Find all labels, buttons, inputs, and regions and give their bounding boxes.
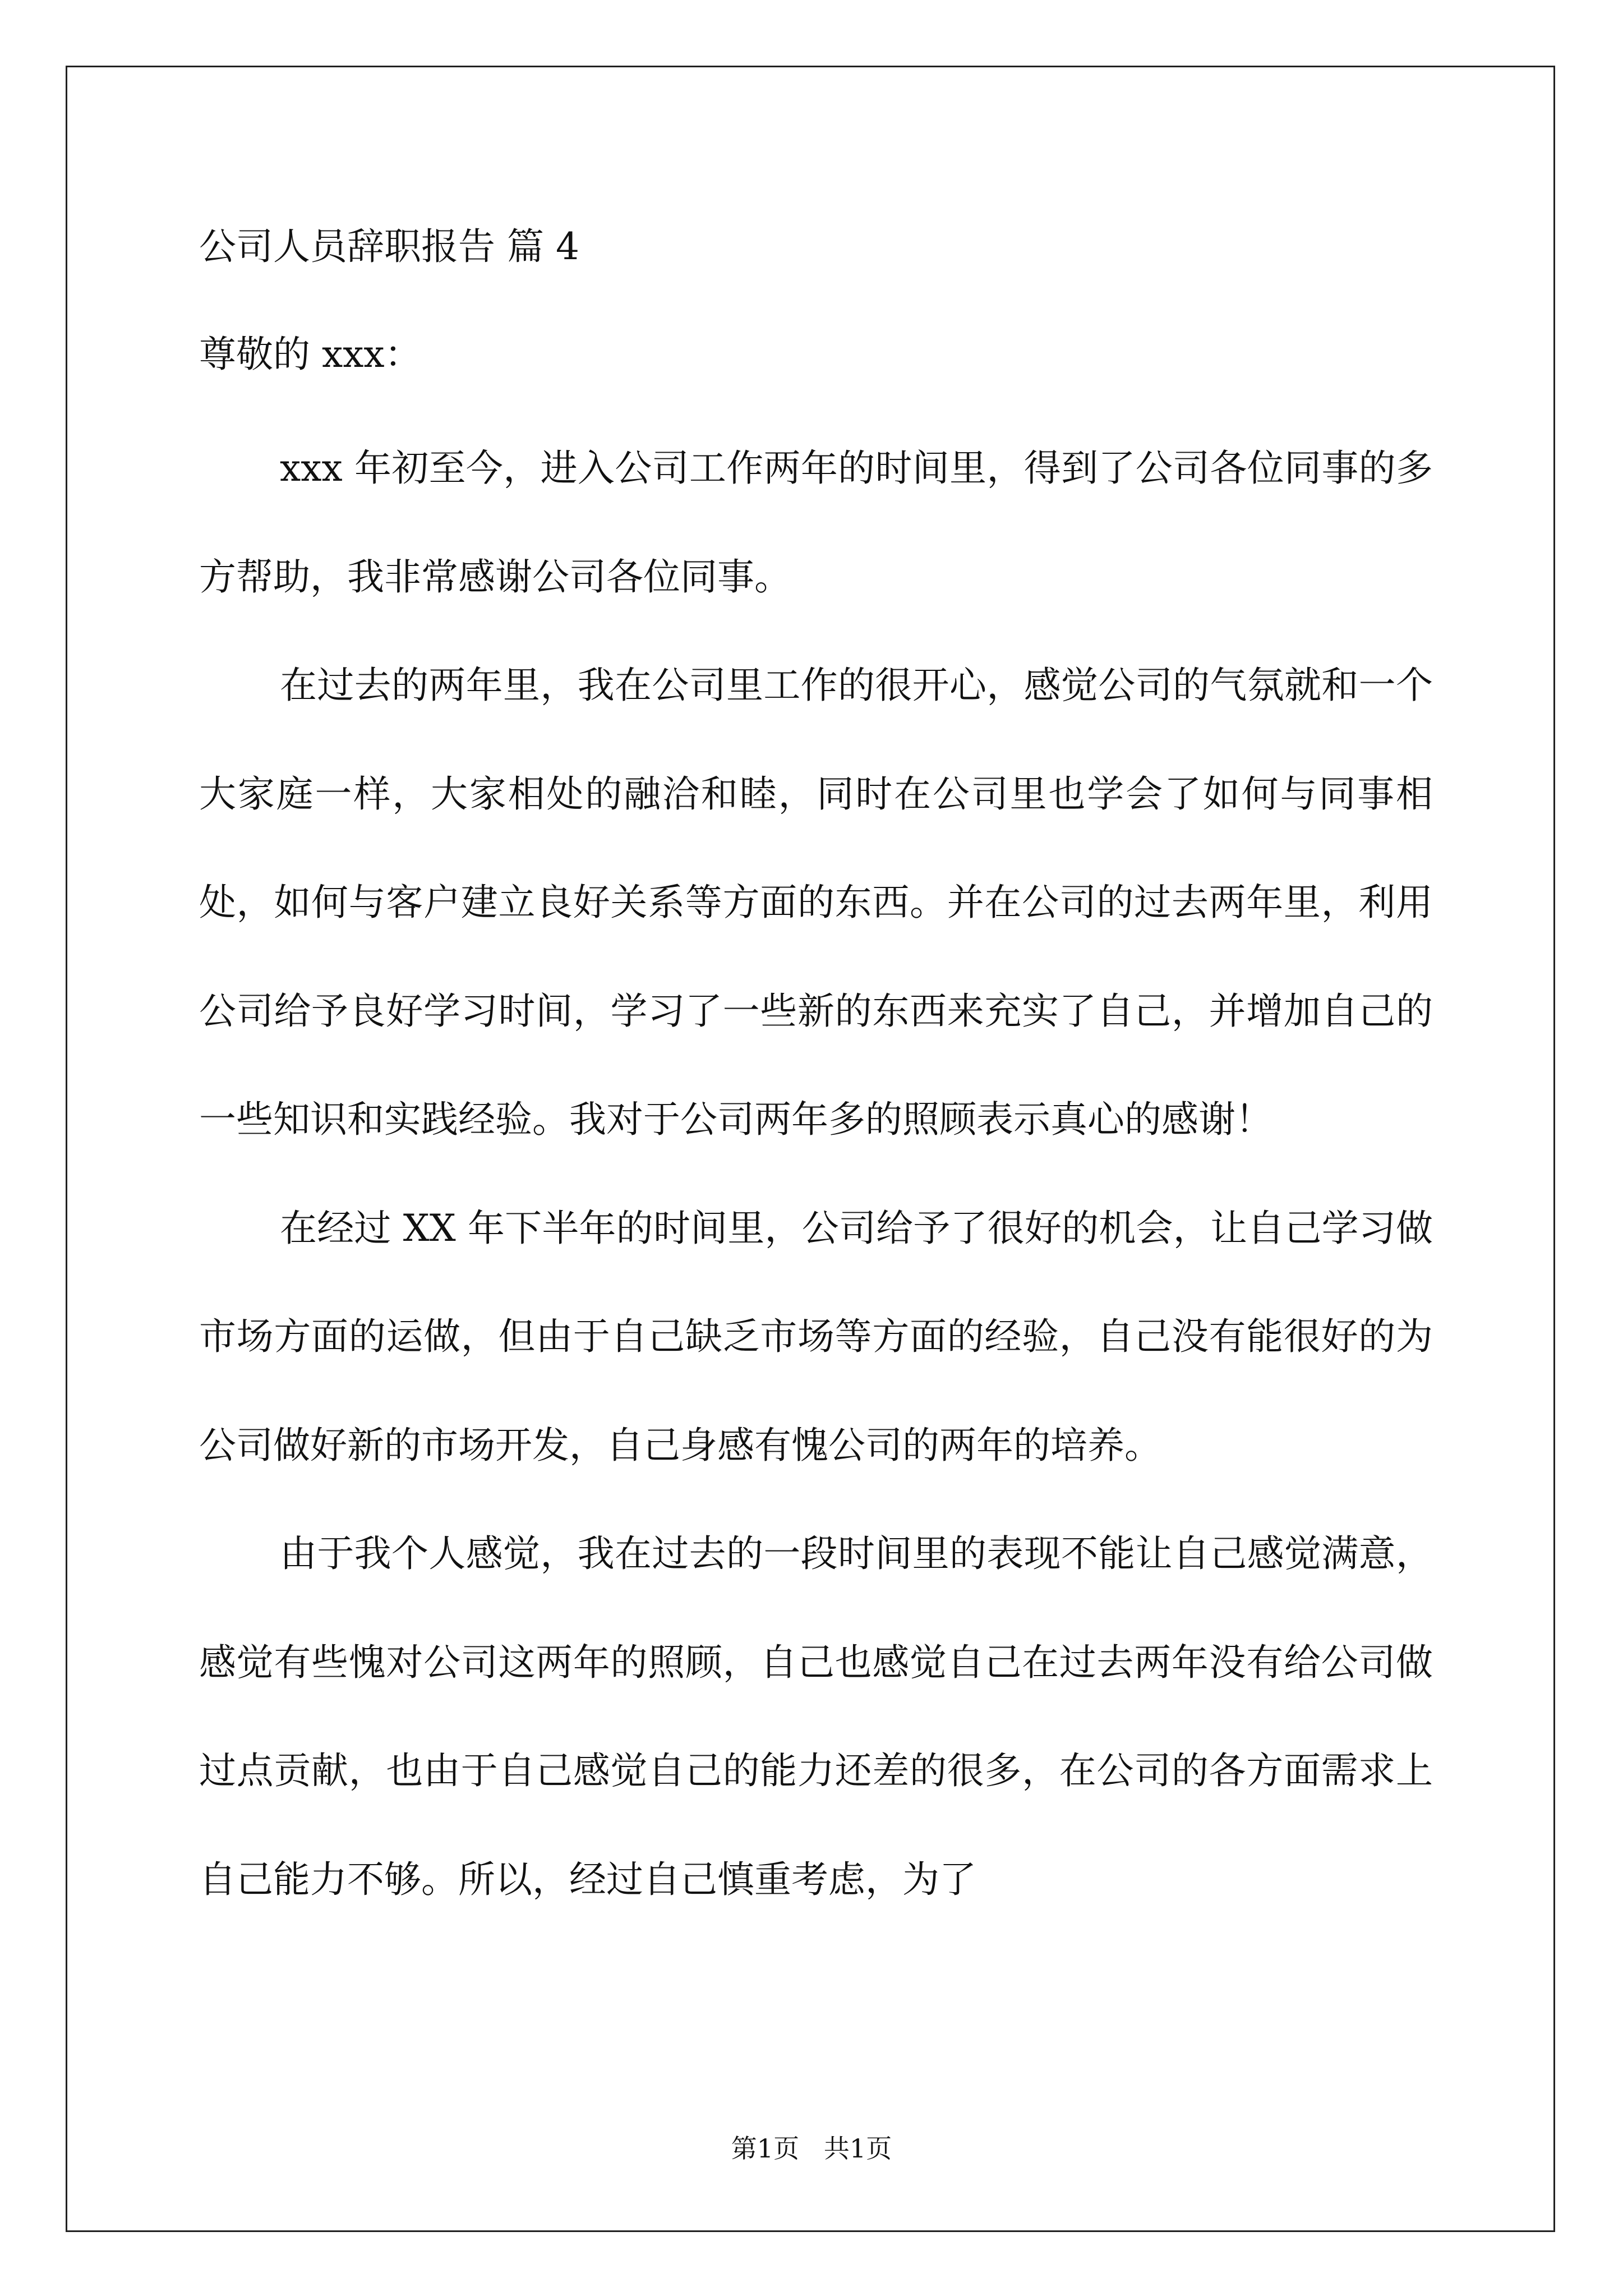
salutation: 尊敬的 xxx： bbox=[199, 333, 422, 376]
document-title: 公司人员辞职报告 篇 4 bbox=[199, 225, 579, 268]
page-footer: 第1页 共1页 bbox=[731, 2133, 892, 2164]
paragraph: xxx 年初至今，进入公司工作两年的时间里，得到了公司各位同事的多方帮助，我非常感谢公司各位同事。 bbox=[199, 447, 1433, 599]
paragraph: 在过去的两年里，我在公司里工作的很开心，感觉公司的气氛就和一个大家庭一样，大家相处的融洽和睦，同时在公司里也学会了如何与同事相处，如何与客户建立良好关系等方面的东西。并在公司的过去两年里，利用公司给予良好学习时间，学习了一些新的东西来充实了自己，并增加自己的一些知识和实践经验。我对于公司两年多的照顾表示真心的感谢！ bbox=[199, 664, 1433, 1141]
paragraph: 在经过 XX 年下半年的时间里，公司给予了很好的机会，让自己学习做市场方面的运做，但由于自己缺乏市场等方面的经验，自己没有能很好的为公司做好新的市场开发，自己身感有愧公司的两年的培养。 bbox=[199, 1206, 1433, 1467]
document-body bbox=[199, 213, 1433, 1934]
paragraph: 由于我个人感觉，我在过去的一段时间里的表现不能让自己感觉满意，感觉有些愧对公司这两年的照顾，自己也感觉自己在过去两年没有给公司做过点贡献，也由于自己感觉自己的能力还差的很多，在公司的各方面需求上自己能力不够。所以，经过自己慎重考虑，为了 bbox=[199, 1532, 1433, 1901]
